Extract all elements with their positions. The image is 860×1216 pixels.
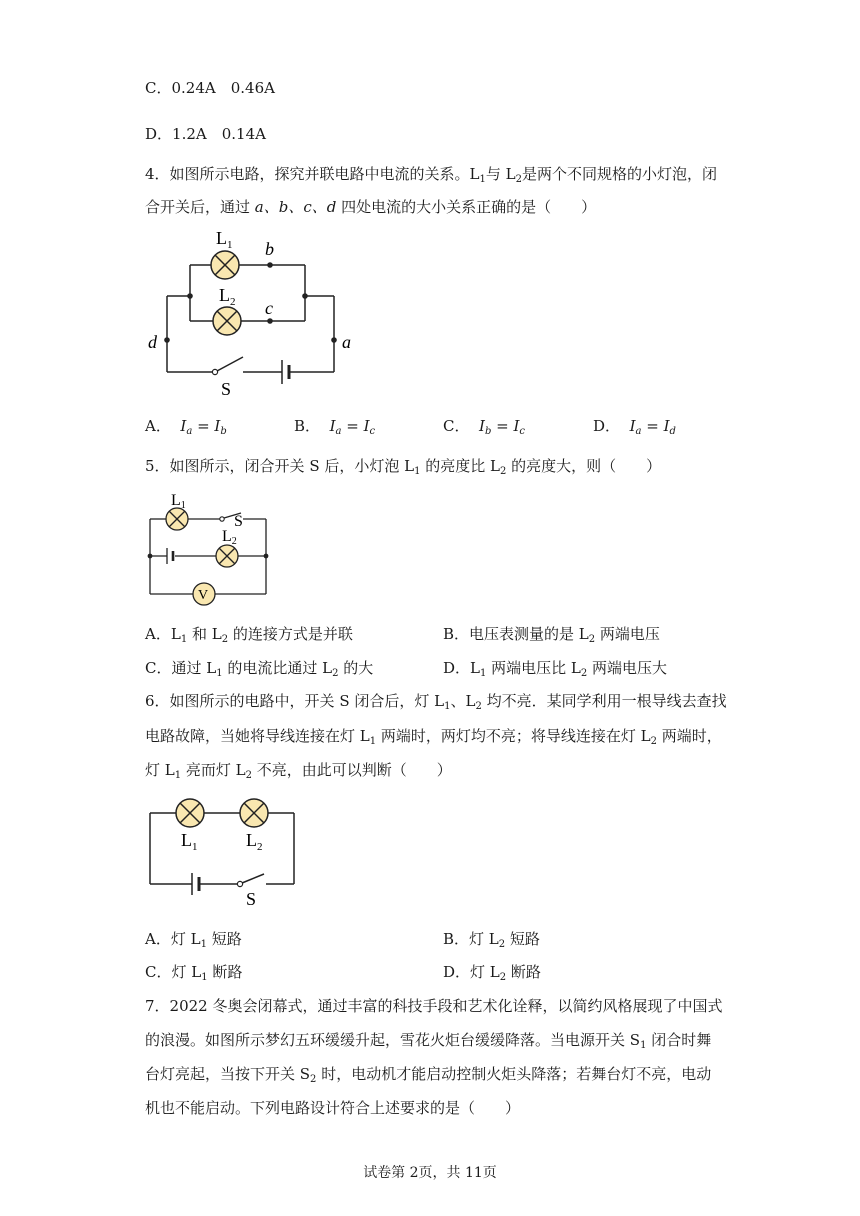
label-c: c bbox=[265, 298, 273, 318]
q5-option-a: A．$L_1$ 和 $L_2$ 的连接方式是并联 bbox=[145, 625, 353, 645]
q3-option-c: C．0.24A 0.46A bbox=[145, 79, 275, 97]
q4-circuit-diagram bbox=[140, 222, 370, 402]
label-s: S bbox=[246, 889, 257, 909]
q4-option-d: D． $I_a = I_d$ bbox=[593, 417, 676, 437]
q6-option-c: C．灯 $L_1$ 断路 bbox=[145, 963, 243, 983]
q6-stem-line1: 6．如图所示的电路中，开关 S 闭合后，灯 $L_1$、$L_2$ 均不亮．某同学利用一根导线去查找 bbox=[145, 692, 727, 712]
q6-option-b: B．灯 $L_2$ 短路 bbox=[443, 930, 540, 950]
q5-option-d: D．$L_1$ 两端电压比 $L_2$ 两端电压大 bbox=[443, 659, 668, 679]
lamp-l1-icon bbox=[211, 251, 239, 279]
lamp-l1-icon bbox=[166, 508, 188, 530]
page-footer: 试卷第 2页，共 11页 bbox=[363, 1165, 497, 1181]
label-b: b bbox=[265, 239, 274, 259]
q4-option-c: C． $I_b = I_c$ bbox=[443, 417, 526, 437]
q4-option-b: B． $I_a = I_c$ bbox=[294, 417, 376, 437]
q4-option-a: A． $I_a = I_b$ bbox=[145, 417, 227, 437]
q4-stem-line1: 4．如图所示电路，探究并联电路中电流的关系。$L_1$与 $L_2$是两个不同规格的小灯泡，闭 bbox=[145, 165, 718, 185]
q7-stem-line2: 的浪漫。如图所示梦幻五环缓缓升起，雪花火炬台缓缓降落。当电源开关 $S_1$ 闭合时舞 bbox=[145, 1031, 712, 1051]
q4-stem-line2: 合开关后，通过 a、b、c、d 四处电流的大小关系正确的是（ ） bbox=[145, 198, 597, 216]
switch-pivot-icon bbox=[212, 369, 217, 374]
q7-stem-line1: 7．2022 冬奥会闭幕式，通过丰富的科技手段和艺术化诠释，以简约风格展现了中国式 bbox=[145, 997, 723, 1015]
junction-dot-right bbox=[302, 293, 308, 299]
label-l2: $L_2$ bbox=[246, 830, 263, 853]
q7-stem-line3: 台灯亮起，当按下开关 $S_2$ 时，电动机才能启动控制火炬头降落；若舞台灯不亮，电动 bbox=[145, 1065, 712, 1085]
q5-option-b: B．电压表测量的是 $L_2$ 两端电压 bbox=[443, 625, 660, 645]
q5-stem: 5．如图所示，闭合开关 S 后，小灯泡 $L_1$ 的亮度比 $L_2$ 的亮度大，则（ ） bbox=[145, 457, 662, 477]
q5-option-c: C．通过 $L_1$ 的电流比通过 $L_2$ 的大 bbox=[145, 659, 374, 679]
label-l1: $L_1$ bbox=[181, 830, 198, 853]
lamp-l2-icon bbox=[213, 307, 241, 335]
label-a: a bbox=[342, 332, 351, 352]
lamp-l1-icon bbox=[176, 799, 204, 827]
label-l2: L2 bbox=[222, 528, 237, 547]
svg-text:V: V bbox=[198, 588, 209, 603]
label-d: d bbox=[148, 332, 157, 352]
q6-circuit-diagram bbox=[140, 796, 310, 911]
label-s: S bbox=[234, 513, 243, 530]
label-l2: $L_2$ bbox=[219, 285, 236, 308]
point-b-dot bbox=[267, 262, 273, 268]
q5-circuit-diagram bbox=[140, 486, 280, 611]
voltmeter-icon bbox=[193, 583, 215, 605]
point-c-dot bbox=[267, 318, 273, 324]
point-a-dot bbox=[331, 337, 337, 343]
q6-stem-line3: 灯 $L_1$ 亮而灯 $L_2$ 不亮，由此可以判断（ ） bbox=[145, 761, 452, 781]
label-l1: L1 bbox=[171, 492, 186, 511]
q6-option-d: D．灯 $L_2$ 断路 bbox=[443, 963, 541, 983]
q6-stem-line2: 电路故障，当她将导线连接在灯 $L_1$ 两端时，两灯均不亮；将导线连接在灯 $L_2$ 两端时， bbox=[145, 727, 722, 747]
junction-dot-left bbox=[187, 293, 193, 299]
q6-option-a: A．灯 $L_1$ 短路 bbox=[145, 930, 242, 950]
q3-option-d: D．1.2A 0.14A bbox=[145, 125, 266, 143]
label-s: S bbox=[221, 379, 232, 399]
point-d-dot bbox=[164, 337, 170, 343]
label-l1: $L_1$ bbox=[216, 228, 233, 251]
lamp-l2-icon bbox=[240, 799, 268, 827]
q7-stem-line4: 机也不能启动。下列电路设计符合上述要求的是（ ） bbox=[145, 1099, 521, 1117]
lamp-l2-icon bbox=[216, 545, 238, 567]
